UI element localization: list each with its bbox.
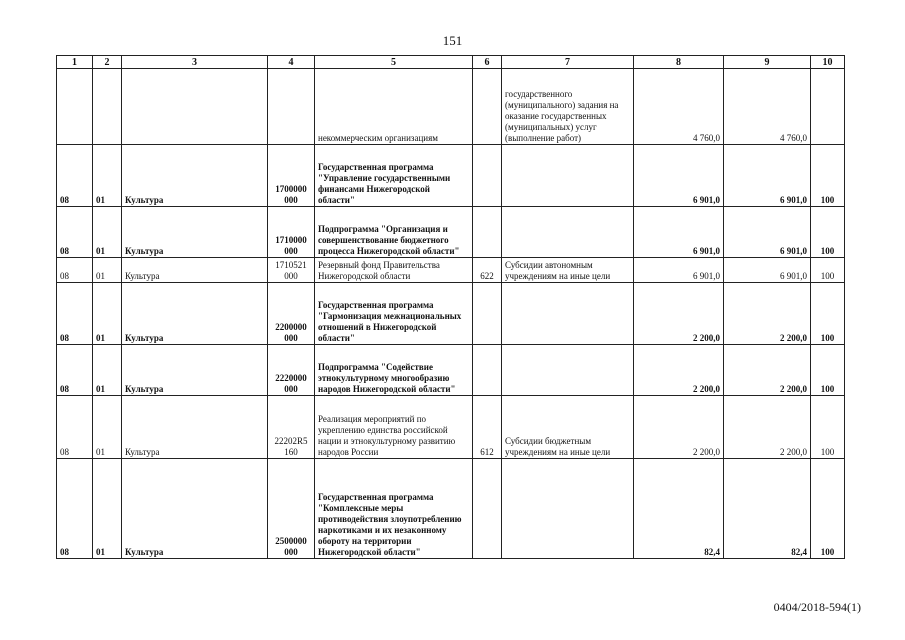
budget-table (56, 55, 845, 559)
cell-plan-amount: 82,4 (634, 459, 724, 559)
cell-expense-type (473, 283, 502, 345)
cell-target-code: 1700000 000 (268, 145, 315, 207)
cell-percent: 100 (811, 207, 845, 258)
cell-actual-amount: 6 901,0 (724, 145, 811, 207)
cell-expense-name (502, 459, 634, 559)
cell-plan-amount: 2 200,0 (634, 345, 724, 396)
cell-target-code: 1710521 000 (268, 258, 315, 283)
cell-percent: 100 (811, 258, 845, 283)
cell-section: 08 (57, 459, 93, 559)
cell-percent: 100 (811, 145, 845, 207)
cell-percent: 100 (811, 345, 845, 396)
cell-plan-amount: 2 200,0 (634, 283, 724, 345)
table-row (57, 69, 845, 145)
cell-name: Культура (122, 396, 268, 459)
cell-target-code: 2500000 000 (268, 459, 315, 559)
cell-actual-amount: 2 200,0 (724, 345, 811, 396)
cell-actual-amount: 2 200,0 (724, 283, 811, 345)
cell-target-code: 22202R5 160 (268, 396, 315, 459)
cell-percent: 100 (811, 283, 845, 345)
table-row (57, 258, 845, 283)
cell-name: Культура (122, 459, 268, 559)
table-row (57, 396, 845, 459)
column-header: 6 (473, 56, 502, 69)
document-code: 0404/2018-594(1) (773, 600, 861, 614)
cell-program: Подпрограмма "Содействие этнокультурному многообразию народов Нижегородской области" (315, 345, 473, 396)
column-header: 1 (57, 56, 93, 69)
cell-subsection: 01 (93, 258, 122, 283)
cell-subsection (93, 69, 122, 145)
cell-program: Подпрограмма "Организация и совершенствование бюджетного процесса Нижегородской области" (315, 207, 473, 258)
cell-name: Культура (122, 258, 268, 283)
cell-actual-amount: 6 901,0 (724, 207, 811, 258)
cell-program: Государственная программа "Управление государственными финансами Нижегородской области" (315, 145, 473, 207)
cell-percent: 100 (811, 459, 845, 559)
cell-program: Резервный фонд Правительства Нижегородской области (315, 258, 473, 283)
cell-section (57, 69, 93, 145)
table-row (57, 283, 845, 345)
cell-percent (811, 69, 845, 145)
cell-subsection: 01 (93, 345, 122, 396)
column-header: 4 (268, 56, 315, 69)
cell-expense-type (473, 207, 502, 258)
cell-actual-amount: 6 901,0 (724, 258, 811, 283)
column-header: 7 (502, 56, 634, 69)
table-row (57, 145, 845, 207)
cell-expense-type (473, 69, 502, 145)
table-row (57, 459, 845, 559)
cell-plan-amount: 6 901,0 (634, 258, 724, 283)
cell-name: Культура (122, 345, 268, 396)
column-header: 10 (811, 56, 845, 69)
cell-expense-type: 622 (473, 258, 502, 283)
cell-plan-amount: 6 901,0 (634, 207, 724, 258)
cell-expense-type (473, 145, 502, 207)
cell-section: 08 (57, 396, 93, 459)
cell-subsection: 01 (93, 396, 122, 459)
cell-expense-type: 612 (473, 396, 502, 459)
cell-expense-type (473, 459, 502, 559)
cell-actual-amount: 4 760,0 (724, 69, 811, 145)
column-header: 5 (315, 56, 473, 69)
cell-section: 08 (57, 207, 93, 258)
cell-section: 08 (57, 283, 93, 345)
cell-subsection: 01 (93, 283, 122, 345)
cell-expense-name: государственного (муниципального) задания на оказание государственных (муниципальных) услуг (выполнение работ) (502, 69, 634, 145)
cell-expense-name (502, 345, 634, 396)
table-header-row (57, 56, 845, 69)
column-header: 3 (122, 56, 268, 69)
cell-plan-amount: 4 760,0 (634, 69, 724, 145)
cell-subsection: 01 (93, 145, 122, 207)
cell-expense-name: Субсидии бюджетным учреждениям на иные цели (502, 396, 634, 459)
cell-expense-name (502, 207, 634, 258)
column-header: 9 (724, 56, 811, 69)
cell-expense-name (502, 283, 634, 345)
cell-program: некоммерческим организациям (315, 69, 473, 145)
cell-section: 08 (57, 345, 93, 396)
cell-plan-amount: 6 901,0 (634, 145, 724, 207)
cell-percent: 100 (811, 396, 845, 459)
cell-program: Реализация мероприятий по укреплению единства российской нации и этнокультурному развитию народов России (315, 396, 473, 459)
cell-target-code: 2220000 000 (268, 345, 315, 396)
cell-name: Культура (122, 207, 268, 258)
cell-actual-amount: 82,4 (724, 459, 811, 559)
column-header: 8 (634, 56, 724, 69)
cell-target-code: 1710000 000 (268, 207, 315, 258)
cell-target-code: 2200000 000 (268, 283, 315, 345)
cell-subsection: 01 (93, 207, 122, 258)
cell-subsection: 01 (93, 459, 122, 559)
cell-section: 08 (57, 145, 93, 207)
column-header: 2 (93, 56, 122, 69)
page-number: 151 (442, 33, 463, 48)
cell-section: 08 (57, 258, 93, 283)
cell-expense-type (473, 345, 502, 396)
cell-actual-amount: 2 200,0 (724, 396, 811, 459)
cell-expense-name: Субсидии автономным учреждениям на иные цели (502, 258, 634, 283)
table-row (57, 207, 845, 258)
cell-name: Культура (122, 283, 268, 345)
cell-expense-name (502, 145, 634, 207)
cell-program: Государственная программа "Гармонизация межнациональных отношений в Нижегородской области" (315, 283, 473, 345)
cell-target-code (268, 69, 315, 145)
cell-name: Культура (122, 145, 268, 207)
cell-plan-amount: 2 200,0 (634, 396, 724, 459)
table-row (57, 345, 845, 396)
cell-program: Государственная программа "Комплексные меры противодействия злоупотреблению наркотиками и их незаконному обороту на территории Нижегородской области" (315, 459, 473, 559)
cell-name (122, 69, 268, 145)
